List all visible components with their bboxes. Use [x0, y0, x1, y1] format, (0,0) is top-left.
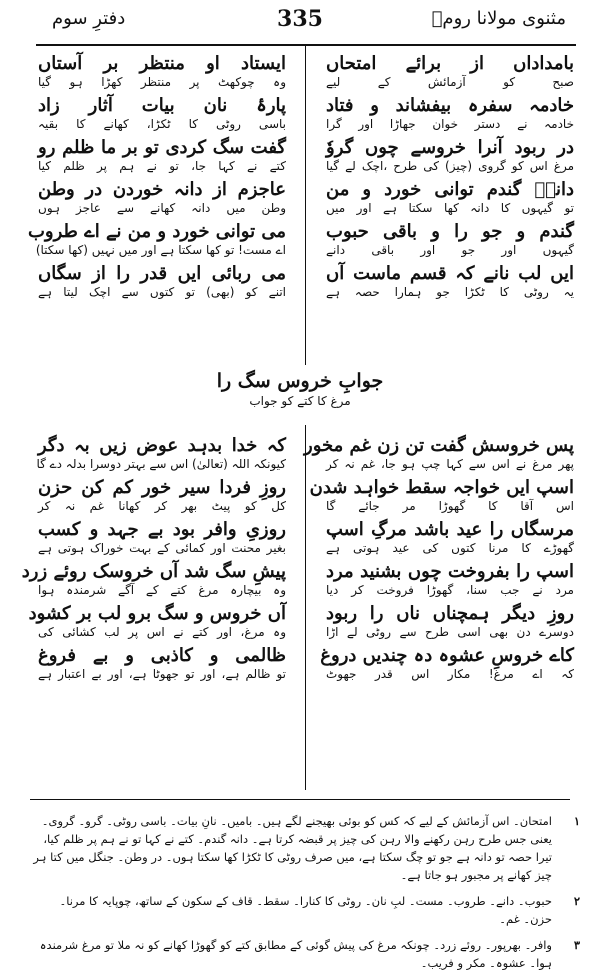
verse-line: گفت سگ کردی تو بر ما ظلم رو	[38, 137, 286, 158]
verse-line: دانہٗ گندم توانی خورد و من	[326, 179, 574, 200]
verse-pair	[326, 518, 574, 556]
footnote	[30, 936, 580, 972]
translation-line: باسی روٹی کا ٹکڑا، کھانے کا بقیہ	[38, 117, 286, 131]
top-right-column	[326, 52, 574, 304]
verse-line: اسپ را بفروخت چوں بشنید مرد	[326, 561, 574, 582]
verse-pair	[28, 602, 286, 640]
verse-pair	[38, 52, 286, 90]
section-subtitle: مرغ کا کتے کو جواب	[249, 394, 351, 408]
footnote-number: ۳	[573, 938, 580, 952]
header-rule	[36, 44, 576, 46]
translation-line: گیہوں اور جو اور باقی دانے	[326, 243, 574, 257]
column-divider-bottom	[305, 425, 306, 790]
footnote-rule	[30, 799, 570, 800]
verse-line: ظالمی و کاذبی و بے فروغ	[38, 645, 286, 666]
verse-line: عاجزم از دانہ خوردن در وطن	[38, 179, 286, 200]
footnote-number: ۲	[573, 894, 580, 908]
verse-pair	[38, 644, 286, 682]
translation-line: اے مست! تو کھا سکتا ہے اور میں نہیں (کھا سکتا)	[35, 243, 286, 257]
verse-pair	[38, 262, 286, 300]
translation-line: کل کو پیٹ بھر کر کھانا غم نہ کر	[38, 499, 286, 513]
verse-line: کہ خدا بدہد عوض زیں بہ دگر	[38, 435, 286, 456]
translation-line: وطن میں دانہ کھانے سے عاجز ہوں	[38, 201, 286, 215]
translation-line: تو ظالم ہے، اور تو جھوٹا ہے، اور بے اعتبار ہے	[38, 667, 286, 681]
verse-line: می ربائی ایں قدر را از سگاں	[38, 263, 286, 284]
translation-line: یہ روٹی کا ٹکڑا جو ہمارا حصہ ہے	[326, 285, 574, 299]
book-title: مثنوی مولانا رومؒ	[431, 8, 566, 29]
footnote	[30, 812, 580, 884]
translation-line: مرد نے جب سنا، گھوڑا فروخت کر دیا	[326, 583, 574, 597]
translation-line: مرغ اس کو گروی (چیز) کی طرح ،اچک لے گیا	[326, 159, 574, 173]
translation-line: تو گیہوں کا دانہ کھا سکتا ہے اور میں	[326, 201, 574, 215]
translation-line: خادمہ نے دستر خوان جھاڑا اور گرا	[326, 117, 574, 131]
verse-line: پارۂ نان بیات آثار زاد	[38, 95, 286, 116]
verse-line: کاے خروسِ عشوہ دہ چندیں دروغ	[320, 645, 574, 666]
translation-line: اس آقا کا گھوڑا مر جائے گا	[326, 499, 574, 513]
verse-pair	[326, 136, 574, 174]
translation-line: صبح کو آزمائش کے لیے	[326, 75, 574, 89]
verse-line: بامداداں از برائے امتحاں	[326, 53, 574, 74]
verse-line: می توانی خورد و من نے اے طروب	[27, 221, 286, 242]
verse-pair	[326, 262, 574, 300]
translation-line: وہ چوکھٹ پر منتظر کھڑا ہو گیا	[38, 75, 286, 89]
footnote-text: وافر۔ بھرپور۔ روئے زرد۔ چونکہ مرغ کی پیش گوئی کے مطابق کتے کو گھوڑا کھانے کو نہ ملا تو مرغ شرمندہ ہوا۔ عشوہ۔ مکر و فریب۔	[39, 938, 552, 970]
footnote-number: ۱	[573, 814, 580, 828]
page-number: 335	[277, 6, 323, 32]
page-header	[0, 4, 600, 44]
verse-line: پیشِ سگ شد آں خروسک روئے زرد	[21, 561, 286, 582]
translation-line: اتنے کو (بھی) تو کتوں سے اچک لیتا ہے	[38, 285, 286, 299]
bottom-right-column	[304, 434, 574, 686]
verse-pair	[21, 560, 286, 598]
verse-pair	[27, 220, 286, 258]
verse-pair	[326, 94, 574, 132]
volume-label: دفترِ سوم	[52, 8, 126, 29]
top-left-column	[27, 52, 286, 304]
verse-pair	[320, 644, 574, 682]
verse-line: مرسگاں را عید باشد مرگِ اسپ	[326, 519, 574, 540]
translation-line: وہ مرغ، اور کتے نے اس پر لب کشائی کی	[38, 625, 286, 639]
verse-line: روزیِ وافر بود بے جہد و کسب	[38, 519, 286, 540]
footnote-text: امتحان۔ اس آزمائش کے لیے کہ کس کو بوئی بھیجنے لگے ہیں۔ بامیں۔ نانِ بیات۔ باسی روٹی۔ گرو۔ گروی۔ یعنی جس طرح رہن رکھنے والا رہن کی چیز پر قبضہ کرتا ہے۔ دانہ گندم۔ کتے نے کہا تو نے ہم پر ظلم کیا، تیرا حصہ تو دانہ ہے جو تو چگ سکتا ہے، میں صرف روٹی کا ٹکڑا کھا سکتا ہوں۔ در وطن۔ جنگل میں کتا ہر چیز کھانے پر مجبور ہو جاتا ہے۔	[33, 814, 552, 882]
verse-line: روزِ دیگر ہمچناں ناں را ربود	[326, 603, 574, 624]
verse-pair	[326, 220, 574, 258]
translation-line: کہ اے مرغ! مکار اس قدر جھوٹ	[326, 667, 574, 681]
translation-line: بغیر محنت اور کمائی کے بہت خوراک ہوتی ہے	[38, 541, 286, 555]
verse-line: آں خروس و سگ برو لب بر کشود	[28, 603, 286, 624]
verse-pair	[304, 434, 574, 472]
verse-line: ایں لب نانے کہ قسم ماست آں	[326, 263, 574, 284]
translation-line: گھوڑے کا مرنا کتوں کی عید ہوتی ہے	[326, 541, 574, 555]
verse-pair	[38, 434, 286, 472]
verse-pair	[326, 178, 574, 216]
translation-line: کتے نے کہا جا، تو نے ہم پر ظلم کیا	[38, 159, 286, 173]
verse-pair	[309, 476, 574, 514]
translation-line: دوسرے دن بھی اسی طرح سے روٹی لے اڑا	[326, 625, 574, 639]
verse-line: ایستاد او منتظر بر آستاں	[38, 53, 286, 74]
verse-line: خادمہ سفرہ بیفشاند و فتاد	[326, 95, 574, 116]
verse-pair	[38, 476, 286, 514]
section-heading	[0, 370, 600, 408]
footnotes	[30, 812, 580, 980]
column-divider-top	[305, 45, 306, 365]
translation-line: کیونکہ اللہ (تعالیٰ) اس سے بہتر دوسرا بدلہ دے گا	[36, 457, 286, 471]
footnote-text: حبوب۔ دانے۔ طروب۔ مست۔ لبِ نان۔ روٹی کا کنارا۔ سقط۔ قاف کے سکون کے ساتھ، چوپایہ کا مرنا۔ حزن۔ غم۔	[59, 894, 552, 926]
verse-pair	[38, 178, 286, 216]
verse-line: پس خروسش گفت تن زن غم مخور	[304, 435, 574, 456]
verse-line: در ربود آنرا خروسے چوں گروٗ	[326, 137, 574, 158]
verse-pair	[38, 518, 286, 556]
footnote	[30, 892, 580, 928]
section-title: جوابِ خروس سگ را	[216, 370, 384, 392]
verse-pair	[38, 136, 286, 174]
verse-pair	[326, 560, 574, 598]
translation-line: وہ بیچارہ مرغ کتے کے آگے شرمندہ ہوا	[38, 583, 286, 597]
verse-line: گندم و جو را و باقی حبوب	[326, 221, 574, 242]
translation-line: پھر مرغ نے اس سے کہا چپ ہو جا، غم نہ کر	[326, 457, 574, 471]
verse-line: روزِ فردا سیر خور کم کن حزن	[38, 477, 286, 498]
verse-line: اسپ ایں خواجہ سقط خواہد شدن	[309, 477, 574, 498]
bottom-left-column	[21, 434, 286, 686]
verse-pair	[38, 94, 286, 132]
verse-pair	[326, 602, 574, 640]
verse-pair	[326, 52, 574, 90]
